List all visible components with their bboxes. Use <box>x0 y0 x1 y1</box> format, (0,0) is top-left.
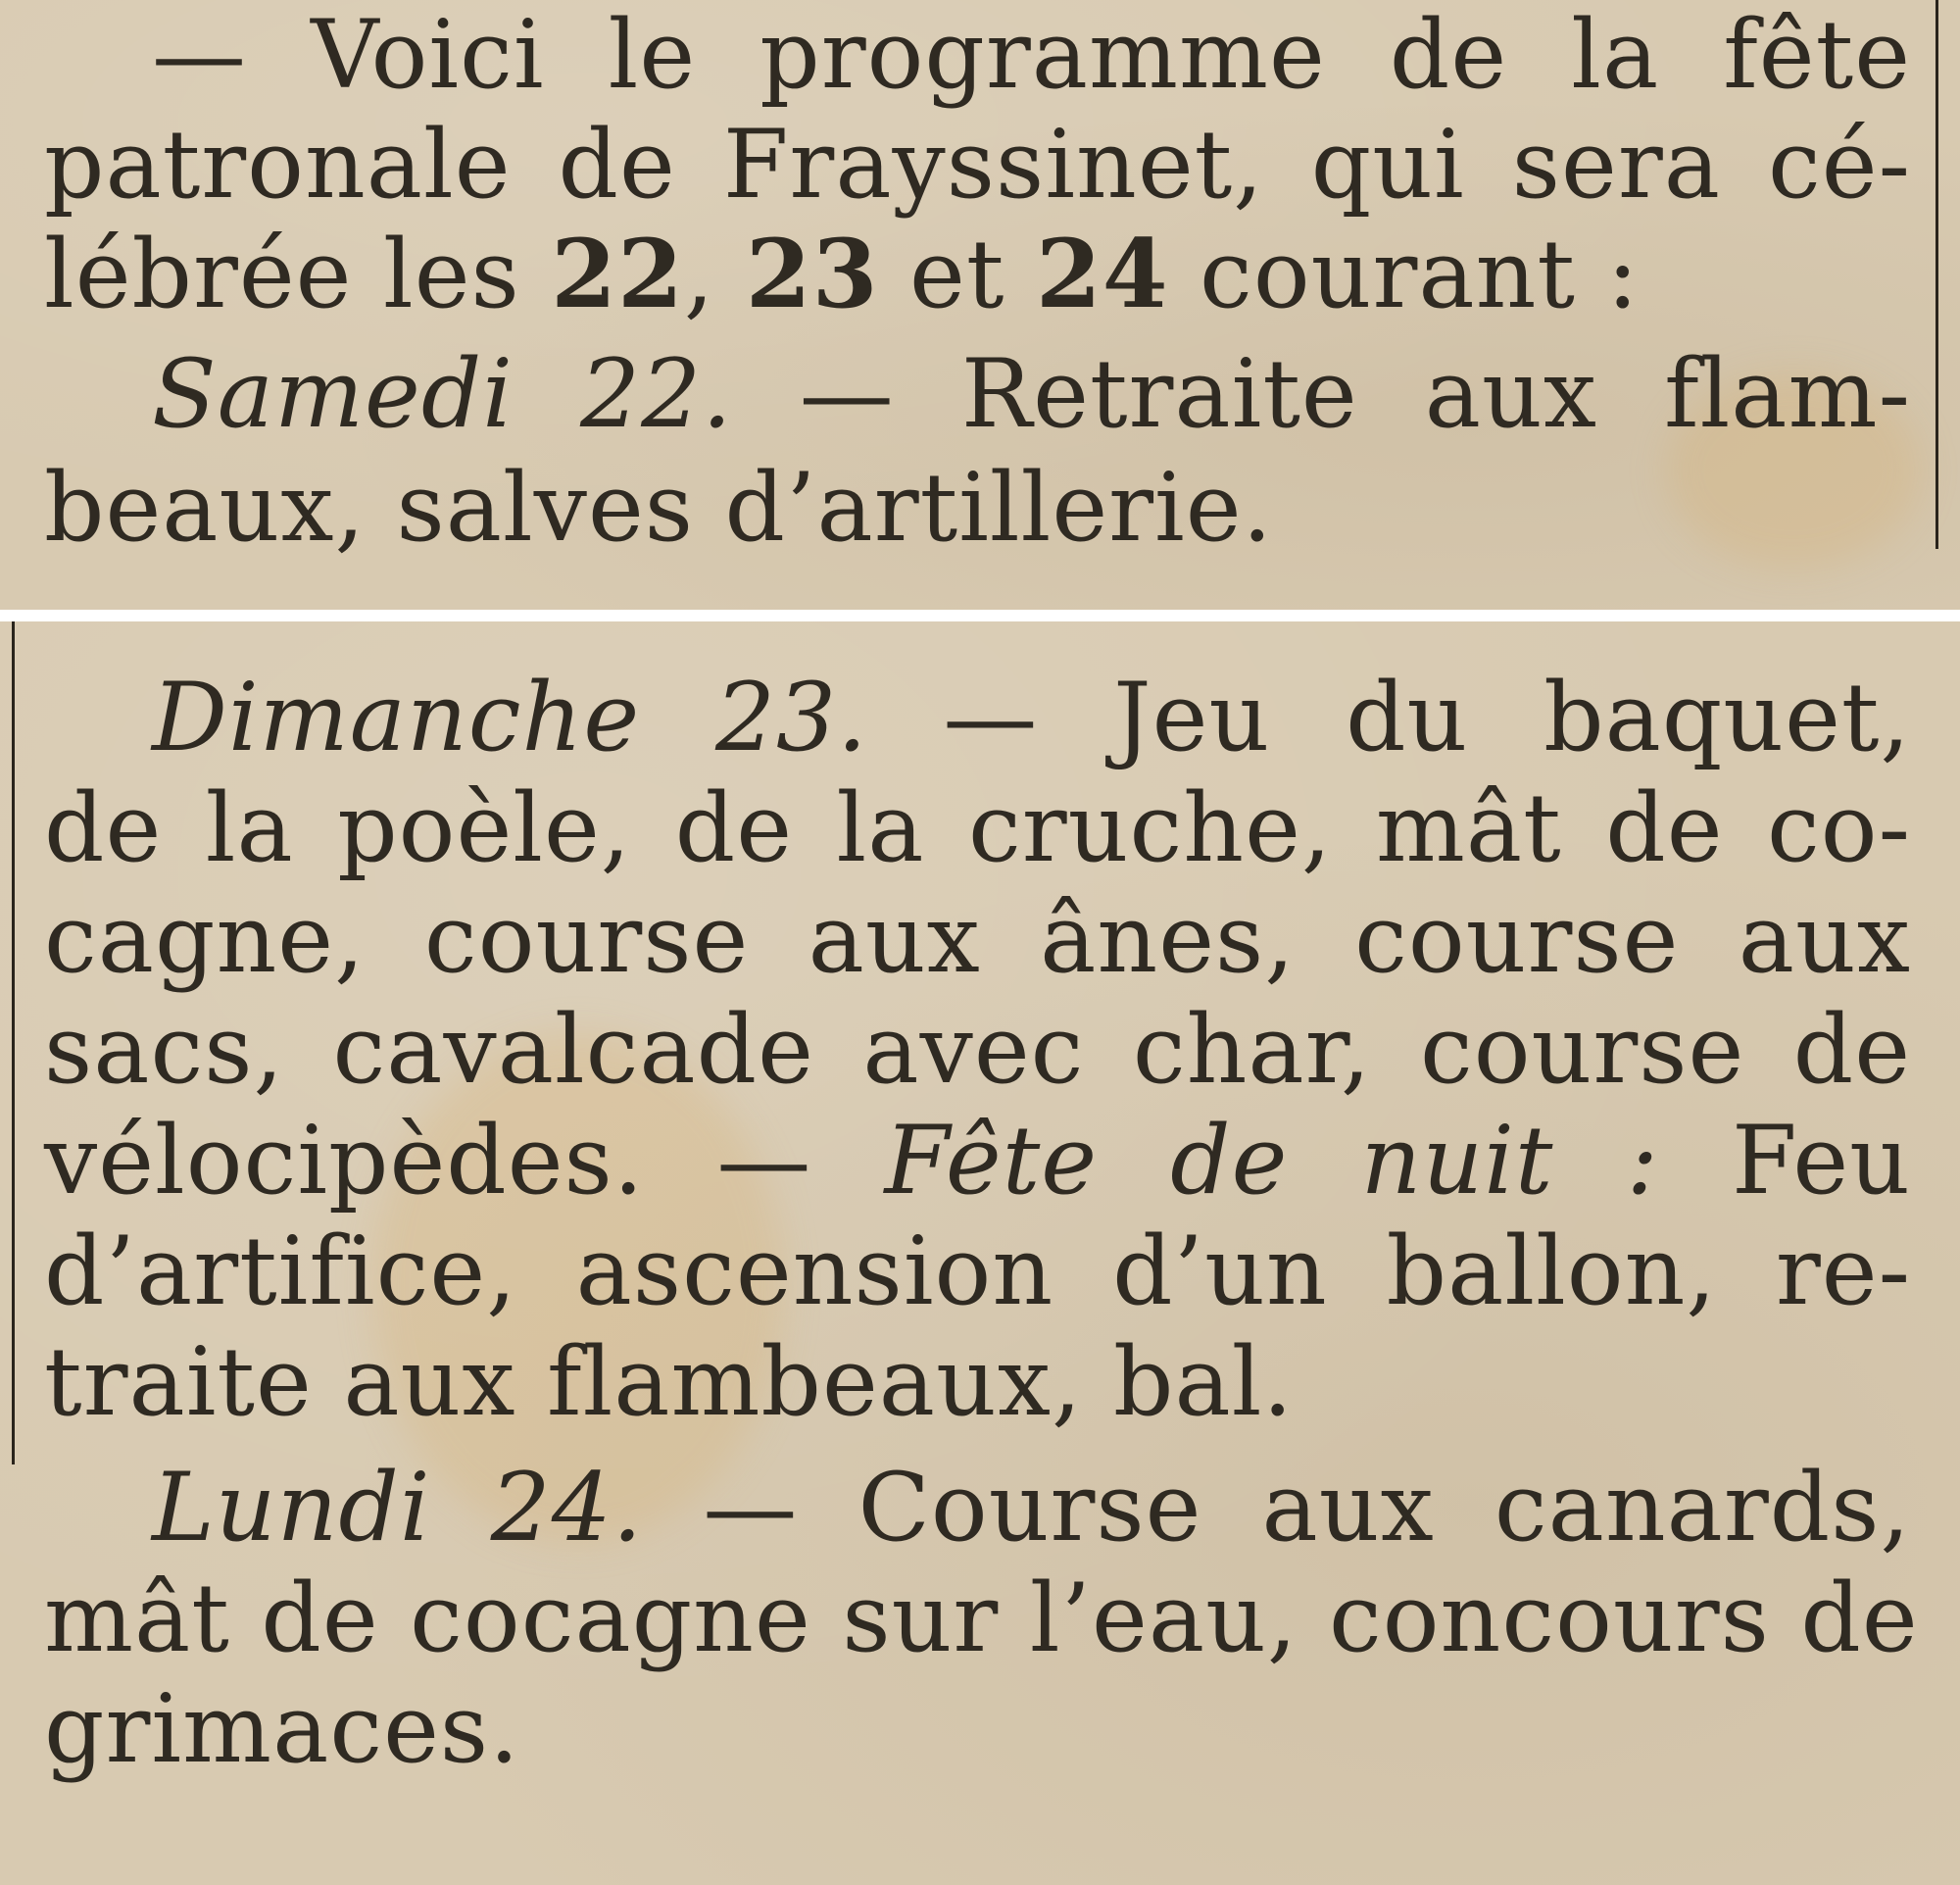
line-text: Lundi 24. — Course aux canards, <box>152 1453 1912 1563</box>
text-line <box>44 1563 1919 1673</box>
text-line <box>44 663 1911 772</box>
line-text: de la poèle, de la cruche, mât de co- <box>44 773 1911 883</box>
clipping-bottom <box>0 621 1960 1885</box>
line-text: mât de cocagne sur l’eau, concours de <box>44 1563 1919 1673</box>
column-rule-left <box>12 621 15 1464</box>
line-text: vélocipèdes. — Fête de nuit : Feu <box>44 1106 1911 1215</box>
line-text: d’artifice, ascension d’un ballon, re- <box>44 1216 1911 1326</box>
line-text: Dimanche 23. — Jeu du baquet, <box>152 663 1912 772</box>
line-text: grimaces. <box>44 1674 520 1784</box>
text-line <box>44 220 1911 329</box>
text-line <box>44 1216 1911 1326</box>
line-text: sacs, cavalcade avec char, course de <box>44 995 1911 1105</box>
text-line <box>44 453 1911 563</box>
column-rule-right <box>1936 0 1938 549</box>
line-text: lébrée les 22, 23 et 24 courant : <box>44 219 1640 329</box>
text-line <box>44 1674 1911 1784</box>
line-text: beaux, salves d’artillerie. <box>44 453 1274 563</box>
line-text: patronale de Frayssinet, qui sera cé- <box>44 110 1911 220</box>
text-line <box>44 884 1911 994</box>
text-line <box>44 0 1911 110</box>
clipping-top <box>0 0 1960 610</box>
text-line <box>44 339 1911 449</box>
text-line <box>44 1106 1911 1215</box>
text-line <box>44 1453 1911 1563</box>
text-line <box>44 995 1911 1105</box>
text-line <box>44 110 1911 220</box>
line-text: — Voici le programme de la fête <box>152 0 1911 110</box>
line-text: traite aux flambeaux, bal. <box>44 1327 1294 1437</box>
line-text: cagne, course aux ânes, course aux <box>44 884 1911 994</box>
text-line <box>44 1327 1911 1437</box>
line-text: Samedi 22. — Retraite aux flam- <box>152 339 1912 449</box>
text-line <box>44 773 1911 883</box>
